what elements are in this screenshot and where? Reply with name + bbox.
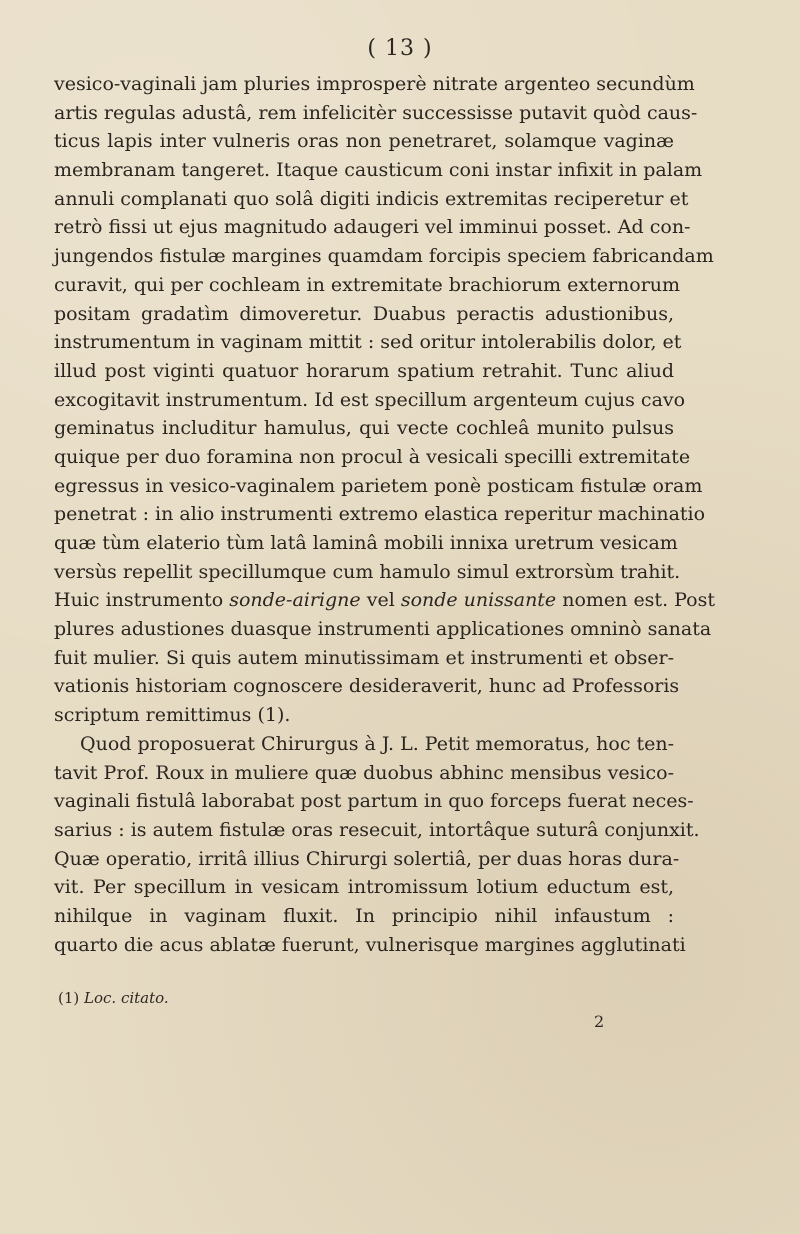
text-line: Quod proposuerat Chirurgus à J. L. Petit memoratus, hoc ten- — [80, 732, 675, 755]
text-line — [54, 586, 715, 615]
text-line: vationis historiam cognoscere desideraverit, hunc ad Professoris — [54, 675, 680, 698]
text-run: vel — [360, 589, 401, 612]
text-line: annuli complanati quo solâ digiti indicis extremitas reciperetur et — [54, 187, 689, 210]
text-line: quique per duo foramina non procul à vesicali specilli extremitate — [54, 445, 691, 468]
footnote-text: Loc. citato. — [84, 989, 169, 1007]
italic-term: sonde-airigne — [229, 589, 361, 612]
page-number: ( 13 ) — [367, 36, 433, 61]
text-line: positam gradatìm dimoveretur. Duabus peractis adustionibus, — [54, 302, 674, 325]
text-line: curavit, qui per cochleam in extremitate brachiorum externorum — [54, 273, 681, 296]
text-line: egressus in vesico-vaginalem parietem ponè posticam fistulæ oram — [54, 474, 703, 497]
text-line: vaginali fistulâ laborabat post partum in quo forceps fuerat neces- — [54, 790, 694, 813]
text-line: fuit mulier. Si quis autem minutissimam et instrumenti et obser- — [54, 646, 674, 669]
text-line: vit. Per specillum in vesicam intromissum lotium eductum est, — [54, 876, 674, 899]
text-line: scriptum remittimus (1). — [54, 704, 291, 727]
text-line: penetrat : in alio instrumenti extremo elastica reperitur machinatio — [54, 503, 706, 526]
signature-mark: 2 — [594, 1012, 605, 1031]
footnote-marker: (1) — [58, 989, 85, 1007]
text-line: versùs repellit specillumque cum hamulo simul extrorsùm trahit. — [54, 560, 681, 583]
text-line: nihilque in vaginam fluxit. In principio nihil infaustum : — [54, 904, 674, 927]
text-line: vesico-vaginali jam pluries improsperè nitrate argenteo secundùm — [54, 73, 695, 95]
text-run: Huic instrumento — [54, 589, 230, 612]
text-line: quæ tùm elaterio tùm latâ laminâ mobili innixa uretrum vesicam — [54, 532, 678, 554]
text-line: sarius : is autem fistulæ oras resecuit, intortâque suturâ conjunxit. — [54, 818, 700, 841]
text-line: plures adustiones duasque instrumenti applicationes omninò sanata — [54, 618, 712, 641]
text-line: tavit Prof. Roux in muliere quæ duobus abhinc mensibus vesico- — [54, 761, 674, 784]
body-text — [54, 70, 715, 959]
text-line: retrò fissi ut ejus magnitudo adaugeri vel imminui posset. Ad con- — [54, 216, 691, 239]
text-line: geminatus includitur hamulus, qui vecte cochleâ munito pulsus — [54, 417, 674, 440]
text-line: membranam tangeret. Itaque causticum coni instar infixit in palam — [54, 159, 703, 182]
italic-term: sonde unissante — [400, 589, 557, 612]
text-line: jungendos fistulæ margines quamdam forcipis speciem fabricandam — [54, 245, 714, 268]
text-line: Quæ operatio, irritâ illius Chirurgi solertiâ, per duas horas dura- — [54, 847, 680, 870]
text-line: instrumentum in vaginam mittit : sed oritur intolerabilis dolor, et — [54, 331, 682, 354]
footnote — [58, 989, 169, 1007]
text-line: ticus lapis inter vulneris oras non penetraret, solamque vaginæ — [54, 130, 674, 153]
text-line: illud post viginti quatuor horarum spatium retrahit. Tunc aliud — [54, 359, 674, 382]
text-run: nomen est. Post — [556, 589, 715, 612]
text-line: quarto die acus ablatæ fuerunt, vulnerisque margines agglutinati — [54, 933, 686, 956]
text-line: excogitavit instrumentum. Id est specillum argenteum cujus cavo — [54, 388, 686, 411]
text-line: artis regulas adustâ, rem infelicitèr successisse putavit quòd caus- — [54, 101, 698, 124]
